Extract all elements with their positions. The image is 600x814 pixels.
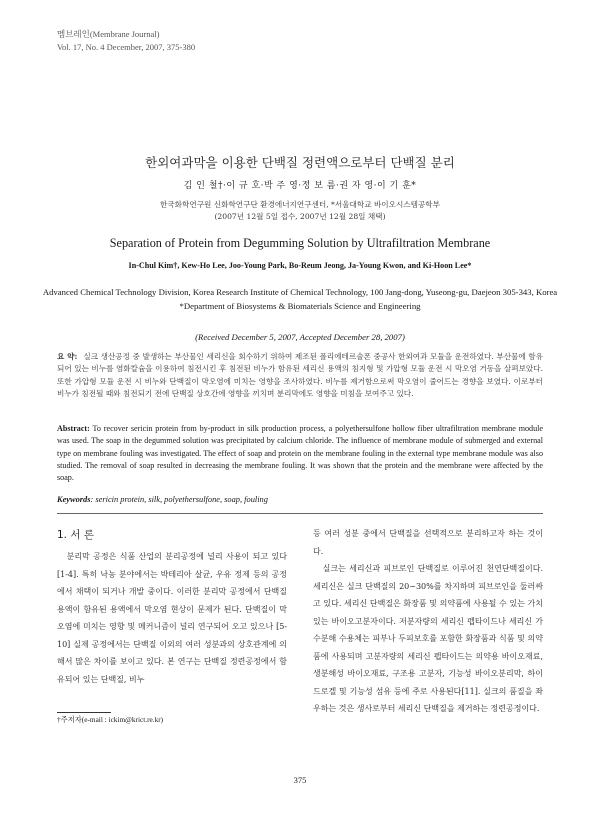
authors-english: In-Chul Kim†, Kew-Ho Lee, Joo-Young Park, Bo-Reum Jeong, Ja-Young Kwon, and Ki-Hoon Lee* bbox=[128, 261, 472, 270]
title-korean: 한외여과막을 이용한 단백질 정련액으로부터 단백질 분리 bbox=[145, 155, 455, 170]
abstract-korean bbox=[57, 351, 543, 400]
affiliation-english bbox=[40, 285, 560, 313]
divider bbox=[57, 513, 543, 514]
keywords-text: : sericin protein, silk, polyethersulfone, soap, fouling bbox=[90, 495, 268, 504]
received-date-korean: (2007년 12월 5일 접수, 2007년 12월 28일 채택) bbox=[214, 212, 386, 221]
intro-paragraph-2: 실크는 세리신과 피브로인 단백질로 이루어진 천연단백질이다. 세리신은 실크 단백질의 20∼30%를 차지하며 피브로인을 둘러싸고 있다. 세리신 단백질은 화장품 및 의약품에 사용될 수 있는 가치 있는 바이오고분자이다. 저분자량의 세리신 펩타이드나 세리신 가수분해 수용체는 피부나 두피보호를 포함한 화장품과 식품 및 의약품에 사용되며 고분자량의 세리신 펩타이드는 의약용 바이오재료, 생분해성 바이오재료, 구조용 고분자, 기능성 바이오분리막, 하이드로겔 및 기능성 섬유 등에 주로 사용된다[11]. 실크의 품질을 좌우하는 것은 생사로부터 세리신 단백질을 제거하는 정련공정이다. bbox=[313, 564, 543, 713]
right-column bbox=[313, 525, 543, 718]
footnote-divider bbox=[57, 712, 111, 713]
title-english: Separation of Protein from Degumming Solution by Ultrafiltration Membrane bbox=[109, 236, 491, 250]
footnote-corresponding-author: †주저자(e-mail : ickim@krict.re.kr) bbox=[57, 715, 164, 724]
page-number: 375 bbox=[293, 775, 307, 785]
authors-korean: 김 인 철†·이 규 호·박 주 영·정 보 름·권 자 영·이 기 훈* bbox=[183, 181, 417, 191]
affiliation-english-line1: Advanced Chemical Technology Division, Korea Research Institute of Chemical Technology, 100 Jang-dong, Yuseong-gu, Daejeon 305-343, Korea bbox=[42, 287, 558, 297]
intro-paragraph-continued: 등 여러 성분 중에서 단백질을 선택적으로 분리하고자 하는 것이다. bbox=[313, 529, 543, 556]
affiliation-english-line2: *Department of Biosystems & Biomaterials Science and Engineering bbox=[179, 301, 421, 311]
abstract-english-text: To recover sericin protein from by-product in silk production process, a polyethersulfone hollow fiber ultrafiltration membrane module was used. The soap in the degummed solution was precipitated by calcium chloride. The influence of membrane module of submerged and external type on membrane fouling was investigated. The effect of soap and protein on the membrane fouling in the external type membrane module was also studied. The removal of soap resulted in decreasing the membrane fouling. It was shown that the protein and the membrane were affected by the soap. bbox=[57, 424, 543, 483]
keywords bbox=[57, 495, 268, 504]
affiliation-korean bbox=[0, 199, 600, 223]
affiliation-korean-line: 한국화학연구원 신화학연구단 환경에너지연구센터, *서울대학교 바이오시스템공학부 bbox=[160, 200, 440, 209]
section-heading-introduction: 1. 서 론 bbox=[57, 529, 94, 541]
abstract-korean-text: 실크 생산공정 중 발생하는 부산물인 세리신을 회수하기 위하여 제조된 폴리에테르술폰 중공사 한외여과 모듈을 운전하였다. 부산물에 함유되어 있는 비누를 염화칼슘을 이용하여 침전시킨 후 침전된 비누가 함유된 세리신 용액의 침지형 및 가압형 모듈 운전 시 막오염 거동을 살펴보았다. 또한 가압형 모듈 운전 시 비누와 단백질이 막오염에 미치는 영향을 조사하였다. 비누를 제거함으로써 막오염이 줄어드는 경향을 보였다. 이로부터 비누가 침전될 때와 침전되기 전에 단백질 상호간에 영향을 끼치며 분리막에도 영향을 미침을 보여주고 있다. bbox=[57, 352, 543, 398]
intro-paragraph-1: 분리막 공정은 식품 산업의 분리공정에 널리 사용이 되고 있다[1-4]. 특히 낙농 분야에서는 박테리아 살균, 우유 정제 등의 공정에서 채택이 되거나 개발 중이다. 이러한 분리막 공정에서 단백질 용액이 함유된 용액에서 막오염 현상이 문제가 된다. 단백질이 막오염에 미치는 영향 및 메커니즘이 널리 연구되어 오고 있으나 [5-10] 실제 공정에서는 단백질 이외의 여러 성분과의 상호관계에 의해서 많은 차이를 보이고 있다. 본 연구는 단백질 정련공정에서 함유되어 있는 단백질, 비누 bbox=[57, 552, 287, 684]
left-column bbox=[57, 548, 287, 688]
journal-volume: Vol. 17, No. 4 December, 2007, 375-380 bbox=[57, 42, 196, 52]
journal-name: 멤브레인(Membrane Journal) bbox=[57, 29, 160, 39]
abstract-english bbox=[57, 423, 543, 484]
keywords-label: Keywords bbox=[57, 495, 91, 504]
journal-header bbox=[57, 28, 195, 54]
received-date-english: (Received December 5, 2007, Accepted December 28, 2007) bbox=[195, 332, 405, 342]
abstract-english-label: Abstract: bbox=[57, 424, 90, 433]
abstract-korean-label: 요 약: bbox=[57, 352, 78, 361]
